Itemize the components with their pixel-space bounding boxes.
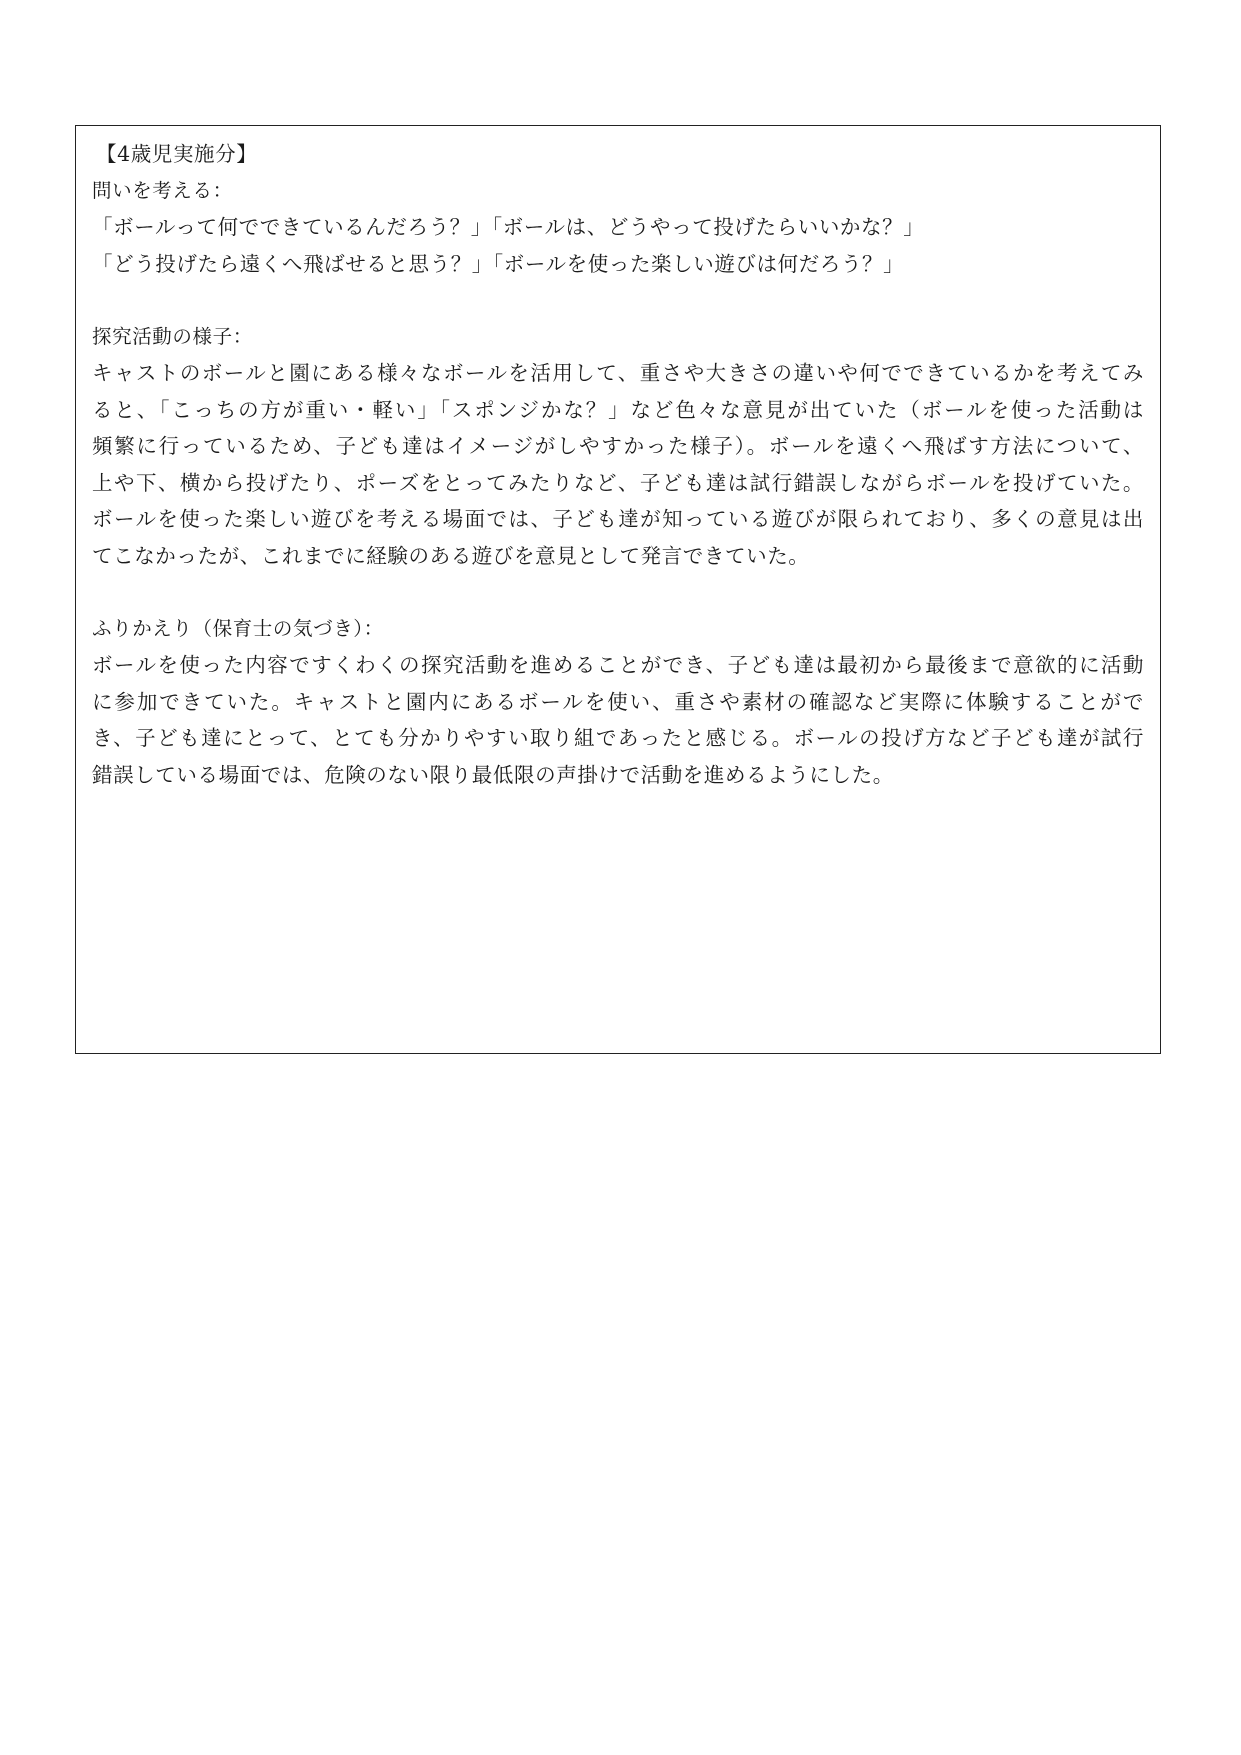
section-spacer [92,574,1144,611]
activity-line: ボールを使った楽しい遊びを考える場面では、子ども達が知っている遊びが限られており、多くの意見は出 [92,507,1144,531]
section-spacer [92,282,1144,319]
activity-heading: 探究活動の様子： [92,324,253,348]
reflection-line: ボールを使った内容ですくわくの探究活動を進めることができ、子ども達は最初から最後まで意欲的に活動 [92,653,1144,677]
reflection-line: に参加できていた。キャストと園内にあるボールを使い、重さや素材の確認など実際に体験することがで [92,689,1144,714]
activity-line: 上や下、横から投げたり、ポーズをとってみたりなど、子ども達は試行錯誤しながらボールを投げていた。 [92,470,1144,495]
activity-line: ると、「こっちの方が重い・軽い」「スポンジかな？」など色々な意見が出ていた（ボールを使った活動は [92,397,1144,422]
activity-line: てこなかったが、これまでに経験のある遊びを意見として発言できていた。 [92,543,810,568]
report-box [75,125,1161,1054]
reflection-heading: ふりかえり（保育士の気づき）： [92,616,384,640]
questions-heading: 問いを考える： [92,178,233,202]
question-line: 「ボールって何でできているんだろう？」「ボールは、どうやって投げたらいいかな？」 [92,215,925,239]
activity-line: 頻繁に行っているため、子ども達はイメージがしやすかった様子）。ボールを遠くへ飛ばす方法について、 [92,434,1144,458]
report-content [92,136,1144,793]
reflection-line: 錯誤している場面では、危険のない限り最低限の声掛けで活動を進めるようにした。 [92,762,894,787]
reflection-paragraph [92,647,1144,793]
question-line: 「どう投げたら遠くへ飛ばせると思う？」「ボールを使った楽しい遊びは何だろう？」 [92,251,905,276]
reflection-line: き、子ども達にとって、とても分かりやすい取り組であったと感じる。ボールの投げ方など子ども達が試行 [92,726,1144,750]
activity-line: キャストのボールと園にある様々なボールを活用して、重さや大きさの違いや何でできているかを考えてみ [92,361,1144,385]
activity-paragraph [92,355,1144,574]
questions-list [92,209,1144,282]
report-title: 【4歳児実施分】 [96,142,258,166]
